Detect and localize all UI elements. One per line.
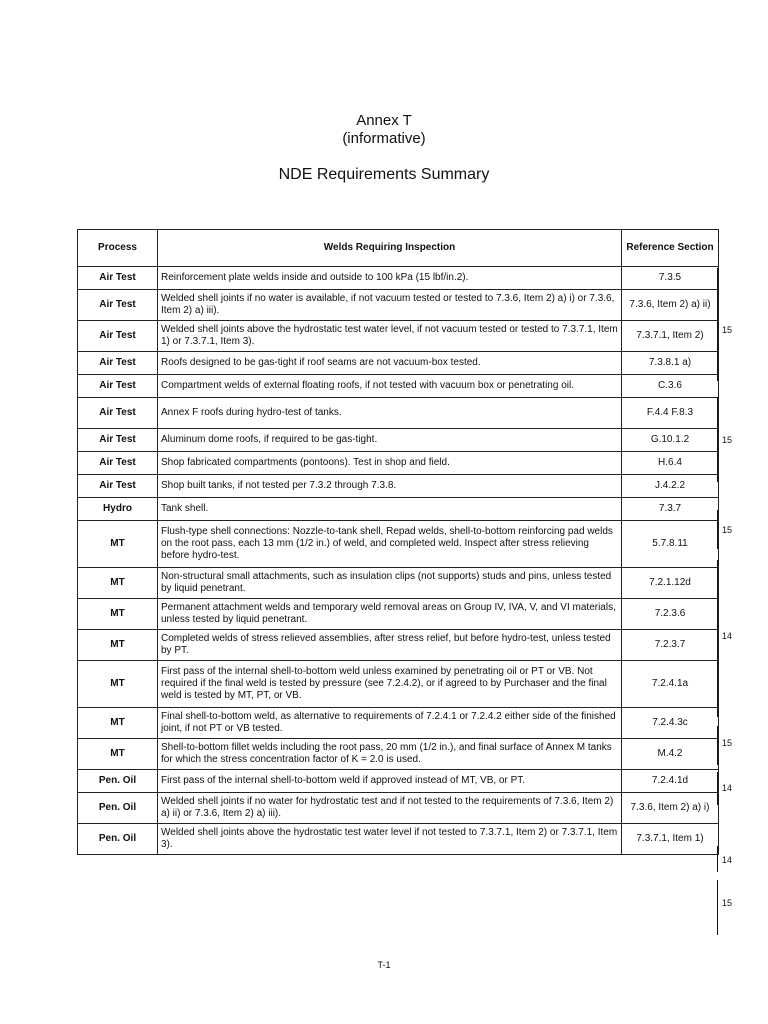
table-header-row bbox=[78, 230, 719, 267]
table-row bbox=[78, 290, 719, 321]
reference-cell: 7.2.4.1d bbox=[622, 770, 719, 793]
revision-label: 15 bbox=[722, 898, 733, 908]
process-cell: Air Test bbox=[78, 375, 158, 398]
table-row bbox=[78, 321, 719, 352]
table-row bbox=[78, 475, 719, 498]
process-cell: MT bbox=[78, 599, 158, 630]
table-row bbox=[78, 770, 719, 793]
reference-cell: F.4.4 F.8.3 bbox=[622, 398, 719, 429]
welds-cell: Annex F roofs during hydro-test of tanks. bbox=[158, 398, 622, 429]
process-cell: Air Test bbox=[78, 290, 158, 321]
revision-label: 15 bbox=[722, 525, 733, 535]
process-cell: MT bbox=[78, 521, 158, 568]
welds-cell: Shop built tanks, if not tested per 7.3.2 through 7.3.8. bbox=[158, 475, 622, 498]
reference-cell: 7.2.4.1a bbox=[622, 661, 719, 708]
process-cell: Pen. Oil bbox=[78, 793, 158, 824]
process-cell: Air Test bbox=[78, 321, 158, 352]
process-cell: Air Test bbox=[78, 452, 158, 475]
process-cell: MT bbox=[78, 630, 158, 661]
revision-label: 15 bbox=[722, 738, 733, 748]
reference-cell: 7.3.6, Item 2) a) i) bbox=[622, 793, 719, 824]
reference-cell: G.10.1.2 bbox=[622, 429, 719, 452]
welds-cell: Reinforcement plate welds inside and outside to 100 kPa (15 lbf/in.2). bbox=[158, 267, 622, 290]
welds-cell: Welded shell joints if no water for hydrostatic test and if not tested to the requirements of 7.3.6, Item 2) a) ii) or 7.3.6, Item 2) a) iii). bbox=[158, 793, 622, 824]
table-row bbox=[78, 599, 719, 630]
welds-cell: Aluminum dome roofs, if required to be gas-tight. bbox=[158, 429, 622, 452]
revision-label: 15 bbox=[722, 435, 733, 445]
annex-title: Annex T bbox=[356, 112, 412, 129]
revision-bar bbox=[717, 268, 718, 381]
table-row bbox=[78, 429, 719, 452]
reference-cell: 7.3.8.1 a) bbox=[622, 352, 719, 375]
revision-bar bbox=[717, 560, 718, 717]
reference-cell: 7.3.7.1, Item 2) bbox=[622, 321, 719, 352]
reference-cell: 7.2.4.3c bbox=[622, 708, 719, 739]
revision-bar bbox=[717, 846, 718, 872]
table-row bbox=[78, 498, 719, 521]
revision-bar bbox=[717, 397, 718, 482]
welds-cell: First pass of the internal shell-to-bottom weld if approved instead of MT, VB, or PT. bbox=[158, 770, 622, 793]
reference-cell: J.4.2.2 bbox=[622, 475, 719, 498]
table-row bbox=[78, 630, 719, 661]
table-row bbox=[78, 568, 719, 599]
process-cell: MT bbox=[78, 568, 158, 599]
reference-cell: 7.2.1.12d bbox=[622, 568, 719, 599]
reference-cell: 7.3.7 bbox=[622, 498, 719, 521]
revision-bar bbox=[717, 726, 718, 765]
revision-label: 15 bbox=[722, 325, 733, 335]
welds-cell: Completed welds of stress relieved assemblies, after stress relief, but before hydro-test, unless tested by PT. bbox=[158, 630, 622, 661]
welds-cell: Shop fabricated compartments (pontoons). Test in shop and field. bbox=[158, 452, 622, 475]
reference-cell: 7.3.7.1, Item 1) bbox=[622, 824, 719, 855]
header-welds: Welds Requiring Inspection bbox=[158, 230, 622, 267]
process-cell: Air Test bbox=[78, 475, 158, 498]
reference-cell: 7.3.5 bbox=[622, 267, 719, 290]
process-cell: MT bbox=[78, 708, 158, 739]
revision-bar bbox=[717, 510, 718, 549]
reference-cell: 7.2.3.7 bbox=[622, 630, 719, 661]
welds-cell: Roofs designed to be gas-tight if roof seams are not vacuum-box tested. bbox=[158, 352, 622, 375]
table-row bbox=[78, 375, 719, 398]
process-cell: MT bbox=[78, 739, 158, 770]
revision-label: 14 bbox=[722, 783, 733, 793]
process-cell: Air Test bbox=[78, 267, 158, 290]
welds-cell: Flush-type shell connections: Nozzle-to-tank shell, Repad welds, shell-to-bottom reinforcing pad welds on the root pass, each 13 mm (1/2 in.) of weld, and completed weld. Inspect after stress relieving before hydro-test. bbox=[158, 521, 622, 568]
welds-cell: Welded shell joints above the hydrostatic test water level if not tested to 7.3.7.1, Item 2) or 7.3.7.1, Item 3). bbox=[158, 824, 622, 855]
table-row bbox=[78, 793, 719, 824]
header-reference: Reference Section bbox=[622, 230, 719, 267]
process-cell: Air Test bbox=[78, 352, 158, 375]
annex-subtitle: (informative) bbox=[342, 130, 426, 147]
welds-cell: Shell-to-bottom fillet welds including the root pass, 20 mm (1/2 in.), and final surface of Annex M tanks for which the stress concentration factor of K = 2.0 is used. bbox=[158, 739, 622, 770]
table-row bbox=[78, 267, 719, 290]
reference-cell: C.3.6 bbox=[622, 375, 719, 398]
welds-cell: Welded shell joints above the hydrostatic test water level, if not vacuum tested or tested to 7.3.7.1, Item 1) or 7.3.7.1, Item 3). bbox=[158, 321, 622, 352]
welds-cell: Final shell-to-bottom weld, as alternative to requirements of 7.2.4.1 or 7.2.4.2 either side of the finished joint, if not PT or VB tested. bbox=[158, 708, 622, 739]
nde-requirements-table bbox=[77, 229, 719, 855]
process-cell: Pen. Oil bbox=[78, 824, 158, 855]
table-row bbox=[78, 661, 719, 708]
process-cell: MT bbox=[78, 661, 158, 708]
reference-cell: 5.7.8.11 bbox=[622, 521, 719, 568]
process-cell: Hydro bbox=[78, 498, 158, 521]
table-row bbox=[78, 824, 719, 855]
table-row bbox=[78, 398, 719, 429]
welds-cell: First pass of the internal shell-to-bottom weld unless examined by penetrating oil or PT or VB. Not required if the final weld is tested by pressure (see 7.2.4.2), or if agreed to by Purchaser and the final weld is tested by MT, PT, or VB. bbox=[158, 661, 622, 708]
revision-label: 14 bbox=[722, 855, 733, 865]
header-process: Process bbox=[78, 230, 158, 267]
table-row bbox=[78, 708, 719, 739]
table-row bbox=[78, 452, 719, 475]
process-cell: Air Test bbox=[78, 429, 158, 452]
table-row bbox=[78, 739, 719, 770]
welds-cell: Permanent attachment welds and temporary weld removal areas on Group IV, IVA, V, and VI materials, unless tested by liquid penetrant. bbox=[158, 599, 622, 630]
reference-cell: H.6.4 bbox=[622, 452, 719, 475]
welds-cell: Compartment welds of external floating roofs, if not tested with vacuum box or penetrating oil. bbox=[158, 375, 622, 398]
page-number: T-1 bbox=[377, 960, 391, 970]
reference-cell: 7.3.6, Item 2) a) ii) bbox=[622, 290, 719, 321]
welds-cell: Non-structural small attachments, such as insulation clips (not supports) studs and pins, unless tested by liquid penetrant. bbox=[158, 568, 622, 599]
process-cell: Air Test bbox=[78, 398, 158, 429]
reference-cell: 7.2.3.6 bbox=[622, 599, 719, 630]
process-cell: Pen. Oil bbox=[78, 770, 158, 793]
table-row bbox=[78, 352, 719, 375]
welds-cell: Welded shell joints if no water is available, if not vacuum tested or tested to 7.3.6, Item 2) a) i) or 7.3.6, Item 2) a) iii). bbox=[158, 290, 622, 321]
revision-bar bbox=[717, 772, 718, 805]
reference-cell: M.4.2 bbox=[622, 739, 719, 770]
page-title: NDE Requirements Summary bbox=[278, 166, 490, 183]
welds-cell: Tank shell. bbox=[158, 498, 622, 521]
revision-label: 14 bbox=[722, 631, 733, 641]
table-row bbox=[78, 521, 719, 568]
revision-bar bbox=[717, 880, 718, 935]
